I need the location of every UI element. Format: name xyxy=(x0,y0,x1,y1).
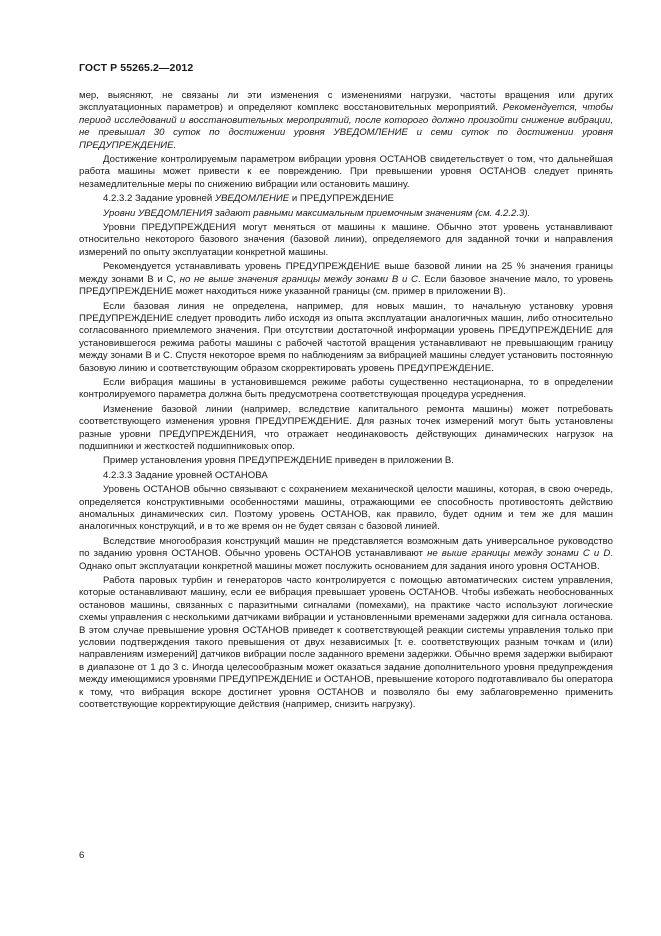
paragraph xyxy=(79,208,613,220)
text-run: 4.2.3.3 Задание уровней ОСТАНОВА xyxy=(103,469,268,481)
italic-text-run: не выше границы между зонами С и D xyxy=(427,548,611,560)
paragraph xyxy=(79,575,613,711)
italic-text-run: но не выше значения границы между зонами В и С xyxy=(179,273,418,285)
text-run: Если базовая линия не определена, например, для новых машин, то начальную установку уровня ПРЕДУПРЕЖДЕНИЕ следует проводить либо исходя из опыта эксплуатации аналогичных машин, либо относительно согласованного приемлемого значения. При отсутствии достаточной информации уровень ПРЕДУПРЕЖДЕНИЕ для установившегося режима работы машины с рабочей частотой вращения устанавливают не превышающим границу между зонами В и С. Спустя некоторое время по наблюдениям за вибрацией машины следует установить постоянную базовую линию и соответствующим образом скорректировать уровень ПРЕДУПРЕЖДЕНИЕ. xyxy=(79,300,613,374)
text-run: Работа паровых турбин и генераторов часто контролируется с помощью автоматических систем управления, которые останавливают машину, если ее вибрация превышает уровень ОСТАНОВ. Чтобы избежать необоснованных остановов машины, связанных с паразитными сигналами (помехами), на практике часто используют логические схемы управления с несколькими датчиками вибрации и установленными временами задержки для сигнала останова. В этом случае превышение уровня ОСТАНОВ приведет к соответствующей реакции системы управления только при условии подтверждения такого превышения от двух независимых [т. е. соответствующих разным точкам и (или) направлениям измерений] датчиков вибрации после заданного времени задержки. Обычно время задержки выбирают в диапазоне от 1 до 3 с. Иногда целесообразным может оказаться задание дополнительного уровня предупреждения между имеющимися уровнями ПРЕДУПРЕЖДЕНИЕ и ОСТАНОВ, превышение которого подготавливало бы оператора к тому, что вибрация вскоре достигнет уровня ОСТАНОВ и позволяло бы ему заблаговременно применить соответствующие корректирующие действия (например, снизить нагрузку). xyxy=(79,575,613,711)
text-run: . Однако опыт эксплуатации конкретной машины может послужить основанием для задания иного уровня ОСТАНОВ. xyxy=(79,548,613,572)
page-number: 6 xyxy=(79,850,85,861)
paragraph xyxy=(79,536,613,573)
text-run: 4.2.3.2 Задание уровней xyxy=(103,193,215,205)
document-header xyxy=(79,62,193,74)
italic-text-run: Рекомендуется, чтобы период исследований и восстановительных мероприятий, после которого должно произойти снижение вибрации, не превышал 30 суток по достижении уровня УВЕДОМЛЕНИЕ и семи суток по достижении уровня ПРЕДУПРЕЖДЕНИЕ. xyxy=(79,102,614,151)
paragraph xyxy=(79,222,613,259)
paragraph xyxy=(79,301,613,375)
italic-text-run: УВЕДОМЛЕНИЕ xyxy=(214,193,290,205)
text-run: . Если базовое значение мало, то уровень ПРЕДУПРЕЖДЕНИЕ может находиться ниже указанной границы (см. пример в приложении В). xyxy=(79,273,613,298)
text-run: Уровень ОСТАНОВ обычно связывают с сохранением механической целости машины, которая, в свою очередь, определяется конструктивными особенностями машины, отражающими ее способность противостоять действию аномальных динамических сил. Поэтому уровень ОСТАНОВ, как правило, будет одним и тем же для машин аналогичных конструкций, и в то же время он не будет связан с базовой линией. xyxy=(79,484,613,533)
paragraph xyxy=(79,455,613,467)
paragraph xyxy=(79,404,613,454)
paragraph xyxy=(79,154,613,191)
text-run: Уровни ПРЕДУПРЕЖДЕНИЯ могут меняться от машины к машине. Обычно этот уровень устанавливают относительно некоторого базового значения (базовой линии), определяемого для заданной точки и направления измерений по опыту эксплуатации конкретной машины. xyxy=(79,222,613,258)
paragraph xyxy=(79,261,613,298)
text-run: Достижение контролируемым параметром вибрации уровня ОСТАНОВ свидетельствует о том, что дальнейшая работа машины может привести к ее повреждению. При превышении уровня ОСТАНОВ следует принять незамедлительные меры по снижению вибрации или остановить машину. xyxy=(79,154,613,190)
standard-title: ГОСТ Р 55265.2—2012 xyxy=(79,62,194,74)
text-run: Вследствие многообразия конструкций машин не представляется возможным дать универсальное руководство по заданию уровня ОСТАНОВ. Обычно уровень ОСТАНОВ устанавливают xyxy=(79,535,613,560)
text-run: мер, выясняют, не связаны ли эти изменения с изменениями нагрузки, частоты вращения или других эксплуатационных параметров) и определяют комплекс восстановительных мероприятий. xyxy=(79,90,613,114)
paragraph xyxy=(79,193,613,205)
text-run: Изменение базовой линии (например, вследствие капитального ремонта машины) может потребовать соответствующего изменения уровня ПРЕДУПРЕЖДЕНИЕ. Для разных точек измерений могут быть установлены разные уровни ПРЕДУПРЕЖДЕНИЯ, что отражает неодинаковость действующих динамических нагрузок на подшипники и жесткостей подшипниковых опор. xyxy=(79,403,613,452)
text-run: и ПРЕДУПРЕЖДЕНИЕ xyxy=(289,193,394,205)
paragraph xyxy=(79,90,613,152)
text-run: Рекомендуется устанавливать уровень ПРЕДУПРЕЖДЕНИЕ выше базовой линии на 25 % значения границы между зонами В и С, xyxy=(79,261,613,285)
text-run: Пример установления уровня ПРЕДУПРЕЖДЕНИЕ приведен в приложении В. xyxy=(103,455,454,467)
paragraph xyxy=(79,484,613,534)
text-run: Если вибрация машины в установившемся режиме работы существенно нестационарна, то в определении контролируемого параметра должна быть предусмотрена соответствующая процедура усреднения. xyxy=(79,376,613,401)
paragraph xyxy=(79,470,613,482)
italic-text-run: Уровни УВЕДОМЛЕНИЯ задают равными максимальным приемочным значениям (см. 4.2.2.3). xyxy=(103,207,531,219)
paragraph xyxy=(79,377,613,402)
document-body xyxy=(79,90,613,714)
